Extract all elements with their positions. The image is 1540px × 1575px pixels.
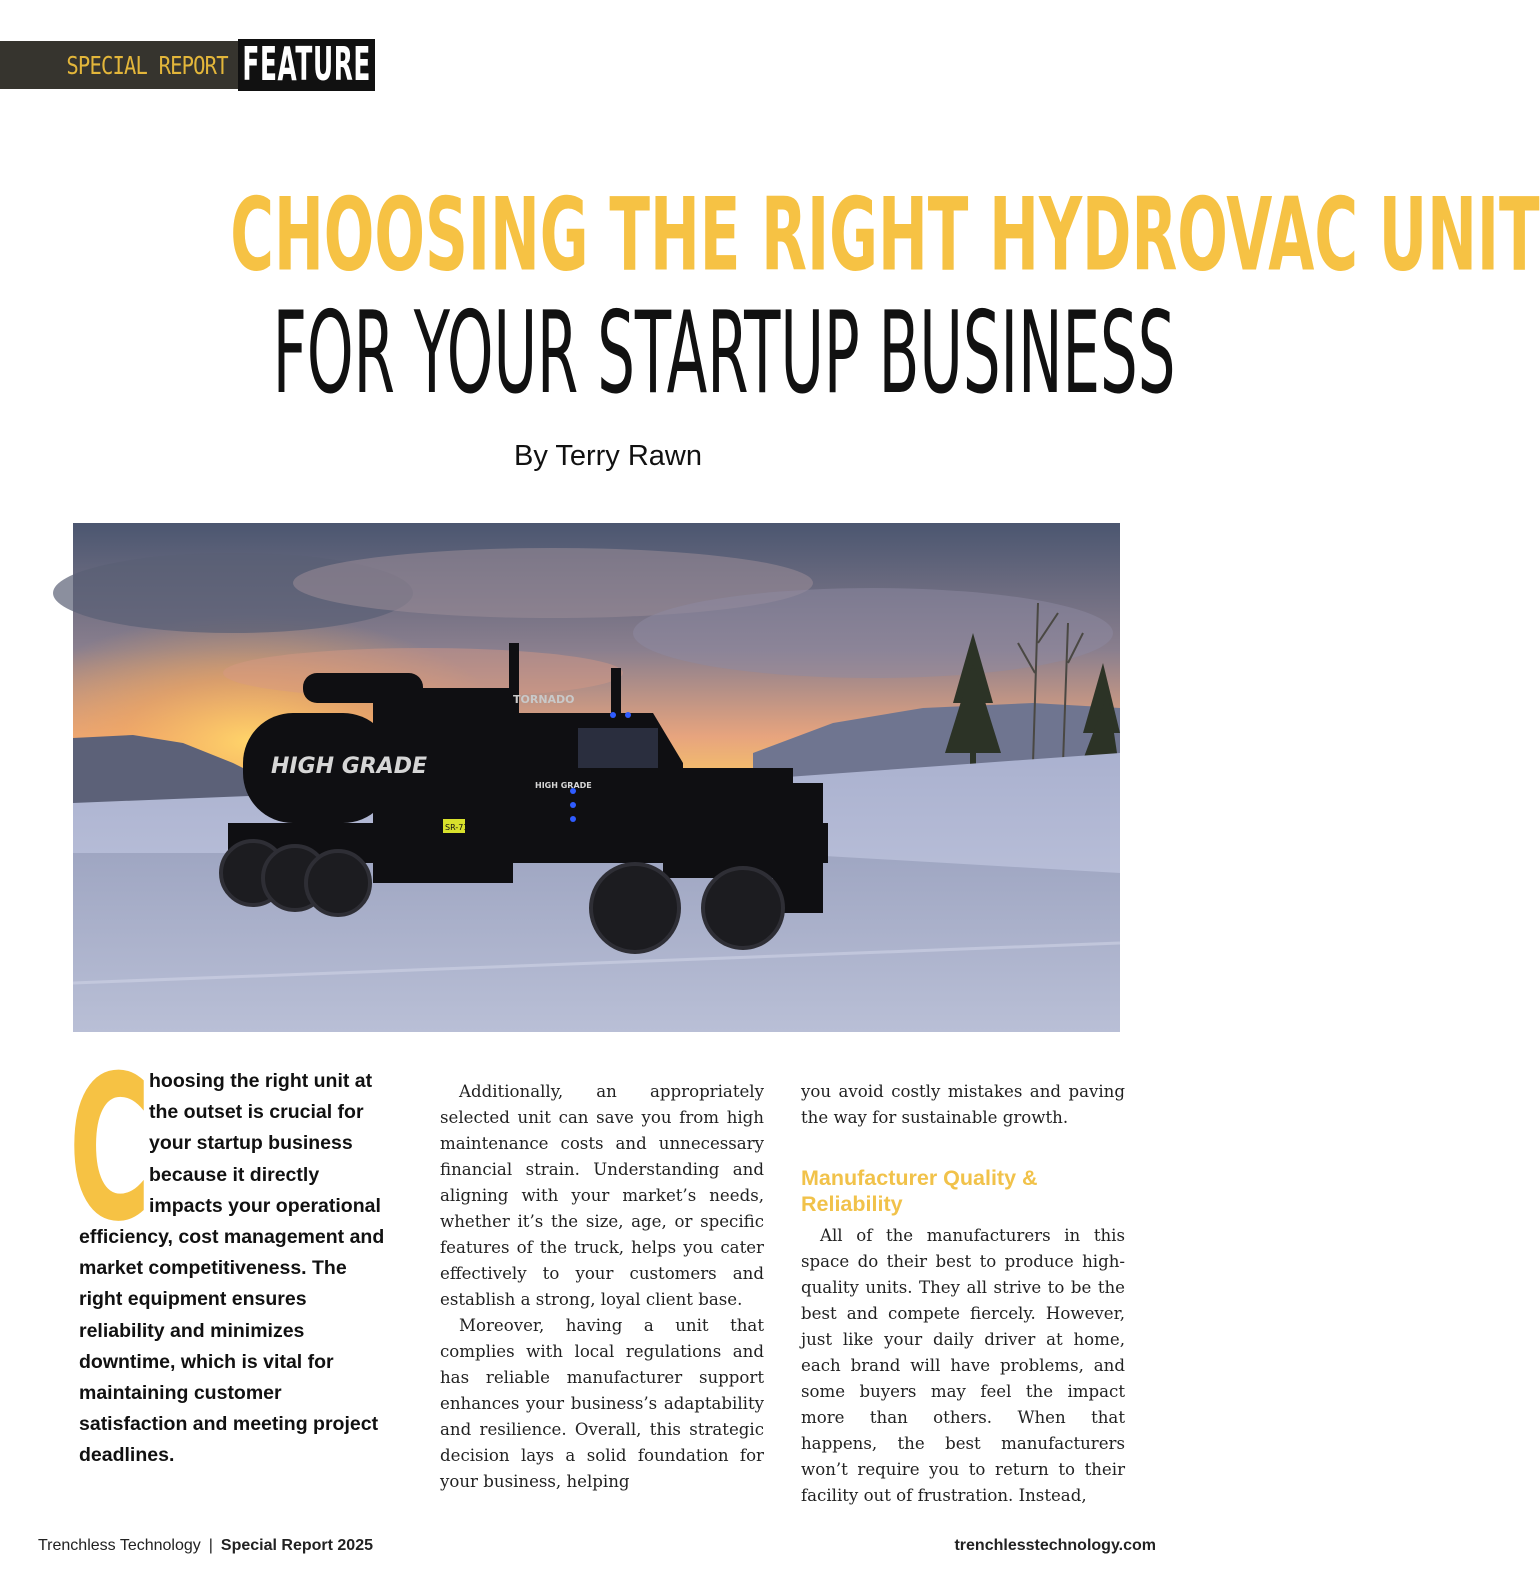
- byline: By Terry Rawn: [513, 440, 703, 472]
- body-column-3: [801, 1079, 1125, 1509]
- body-paragraph: Moreover, having a unit that complies with local regulations and has reliable manufacturer support enhances your business’s adaptability and resilience. Overall, this strategic decision lays a solid foundation for your business, helping: [440, 1316, 764, 1491]
- unit-number-plate: SR-71: [445, 823, 469, 832]
- body-paragraph: Additionally, an appropriately selected unit can save you from high maintenance costs and unnecessary financial strain. Understanding and aligning with your market’s needs, whether it’s the size, age, or specific features of the truck, helps you cater effectively to your customers and establish a strong, loyal client base.: [440, 1082, 764, 1309]
- footer-separator: |: [208, 1537, 213, 1554]
- body-paragraph: you avoid costly mistakes and paving the way for sustainable growth.: [801, 1082, 1125, 1127]
- footer-publication-info: [38, 1537, 373, 1555]
- feature-label: FEATURE: [242, 38, 371, 92]
- article-title-line2: FOR YOUR STARTUP BUSINESS: [272, 287, 1176, 420]
- lead-column: [68, 1034, 391, 1472]
- section-banner: [0, 38, 375, 92]
- issue-name: Special Report 2025: [220, 1537, 373, 1554]
- cab-top-lettering: TORNADO: [513, 693, 575, 706]
- drop-cap: [68, 1034, 151, 1267]
- section-subhead: Manufacturer Quality & Reliability: [801, 1166, 1038, 1216]
- section-label: SPECIAL REPORT: [66, 50, 228, 80]
- section-label-box: [0, 41, 240, 89]
- article-title-line1: CHOOSING THE RIGHT HYDROVAC UNIT: [230, 176, 1540, 294]
- lead-paragraph: hoosing the right unit at the outset is crucial for your startup business because it directly impacts your operational efficiency, cost management and market competitiveness. The right equipment ensures reliability and minimizes downtime, which is vital for maintaining customer satisfaction and meeting project deadlines.: [79, 1070, 385, 1467]
- body-column-2: [440, 1079, 764, 1495]
- publication-name: Trenchless Technology: [38, 1537, 201, 1554]
- truck-lettering: HIGH GRADE: [271, 754, 428, 779]
- website-link[interactable]: trenchlesstechnology.com: [954, 1537, 1156, 1554]
- body-paragraph: All of the manufacturers in this space do their best to produce high-quality units. They all strive to be the best and compete fiercely. However, just like your daily driver at home, each brand will have problems, and some buyers may feel the impact more than others. When that happens, the best manufacturers won’t require you to return to their facility out of frustration. Instead,: [801, 1226, 1125, 1505]
- hydrovac-truck-photo: [73, 523, 1120, 1032]
- cab-door-lettering: HIGH GRADE: [535, 781, 592, 790]
- svg-text:C: C: [68, 1034, 151, 1267]
- feature-label-box: [238, 39, 375, 91]
